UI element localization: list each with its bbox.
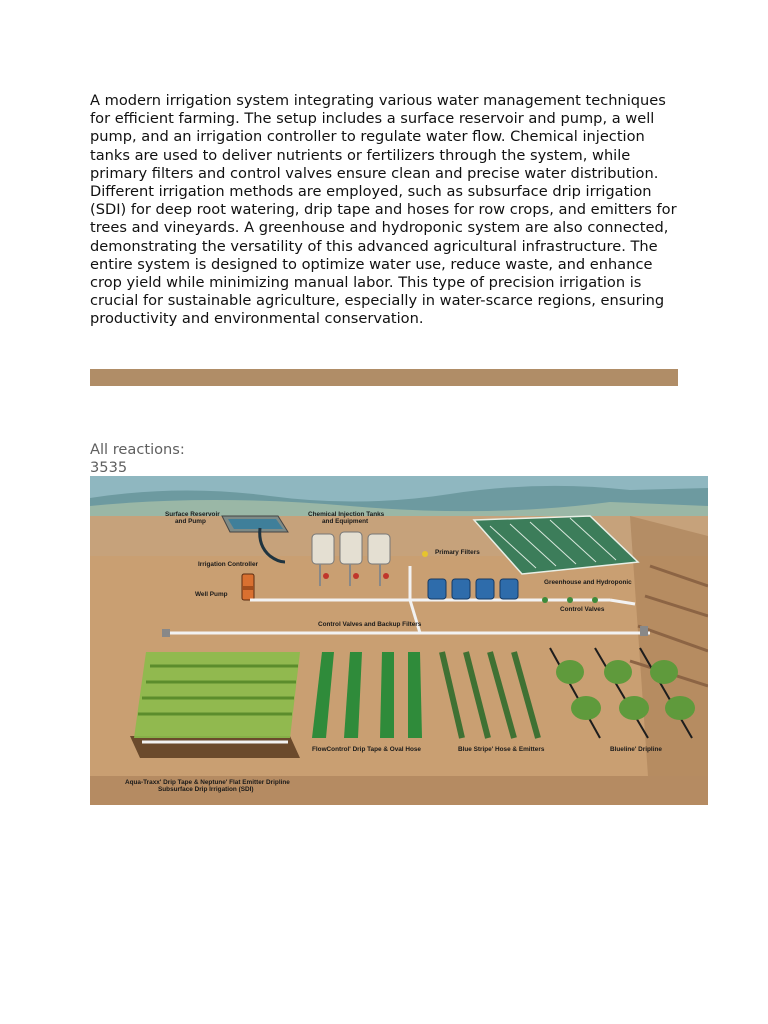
sdi-crop-field — [130, 652, 300, 758]
label-surface-reservoir-2: and Pump — [175, 518, 206, 525]
label-flowcontrol: FlowControl' Drip Tape & Oval Hose — [312, 746, 421, 753]
label-surface-reservoir-1: Surface Reservoir — [165, 511, 220, 518]
label-primary-filters: Primary Filters — [435, 549, 480, 556]
well-pump — [242, 574, 254, 600]
label-well-pump: Well Pump — [195, 591, 228, 598]
label-chemical-tanks-2: and Equipment — [322, 518, 369, 525]
label-greenhouse: Greenhouse and Hydroponic — [544, 579, 632, 586]
label-blueline: Blueline' Dripline — [610, 746, 662, 753]
label-control-valves-backup: Control Valves and Backup Filters — [318, 621, 422, 628]
description-text: A modern irrigation system integrating various water management techniques for efficient farming. The setup includes a surface reservoir and pump, a well pump, and an irrigation controller to regulate water flow. Chemical injection tanks are used to deliver nutrients or fertilizers through the system, while primary filters and control valves ensure clean and precise water distribution. Different irrigation methods are employed, such as subsurface drip irrigation (SDI) for deep root watering, drip tape and hoses for row crops, and emitters for trees and vineyards. A greenhouse and hydroponic system are also connected, demonstrating the versatility of this advanced agricultural infrastructure. The entire system is designed to optimize water use, reduce waste, and enhance crop yield while minimizing manual labor. This type of precision irrigation is crucial for sustainable agriculture, especially in water-scarce regions, ensuring productivity and environmental conservation. — [90, 92, 677, 328]
label-irrigation-controller: Irrigation Controller — [198, 561, 259, 568]
label-blue-stripe: Blue Stripe' Hose & Emitters — [458, 746, 545, 753]
divider-bar — [90, 369, 678, 386]
reactions-label[interactable]: All reactions: — [90, 441, 185, 458]
label-control-valves: Control Valves — [560, 606, 605, 613]
label-sdi-2: Subsurface Drip Irrigation (SDI) — [158, 786, 254, 793]
label-chemical-tanks-1: Chemical Injection Tanks — [308, 511, 385, 518]
reactions-count[interactable]: 3535 — [90, 459, 128, 476]
irrigation-diagram[interactable] — [90, 476, 708, 805]
label-sdi-1: Aqua-Traxx' Drip Tape & Neptune' Flat Emitter Dripline — [125, 779, 290, 786]
